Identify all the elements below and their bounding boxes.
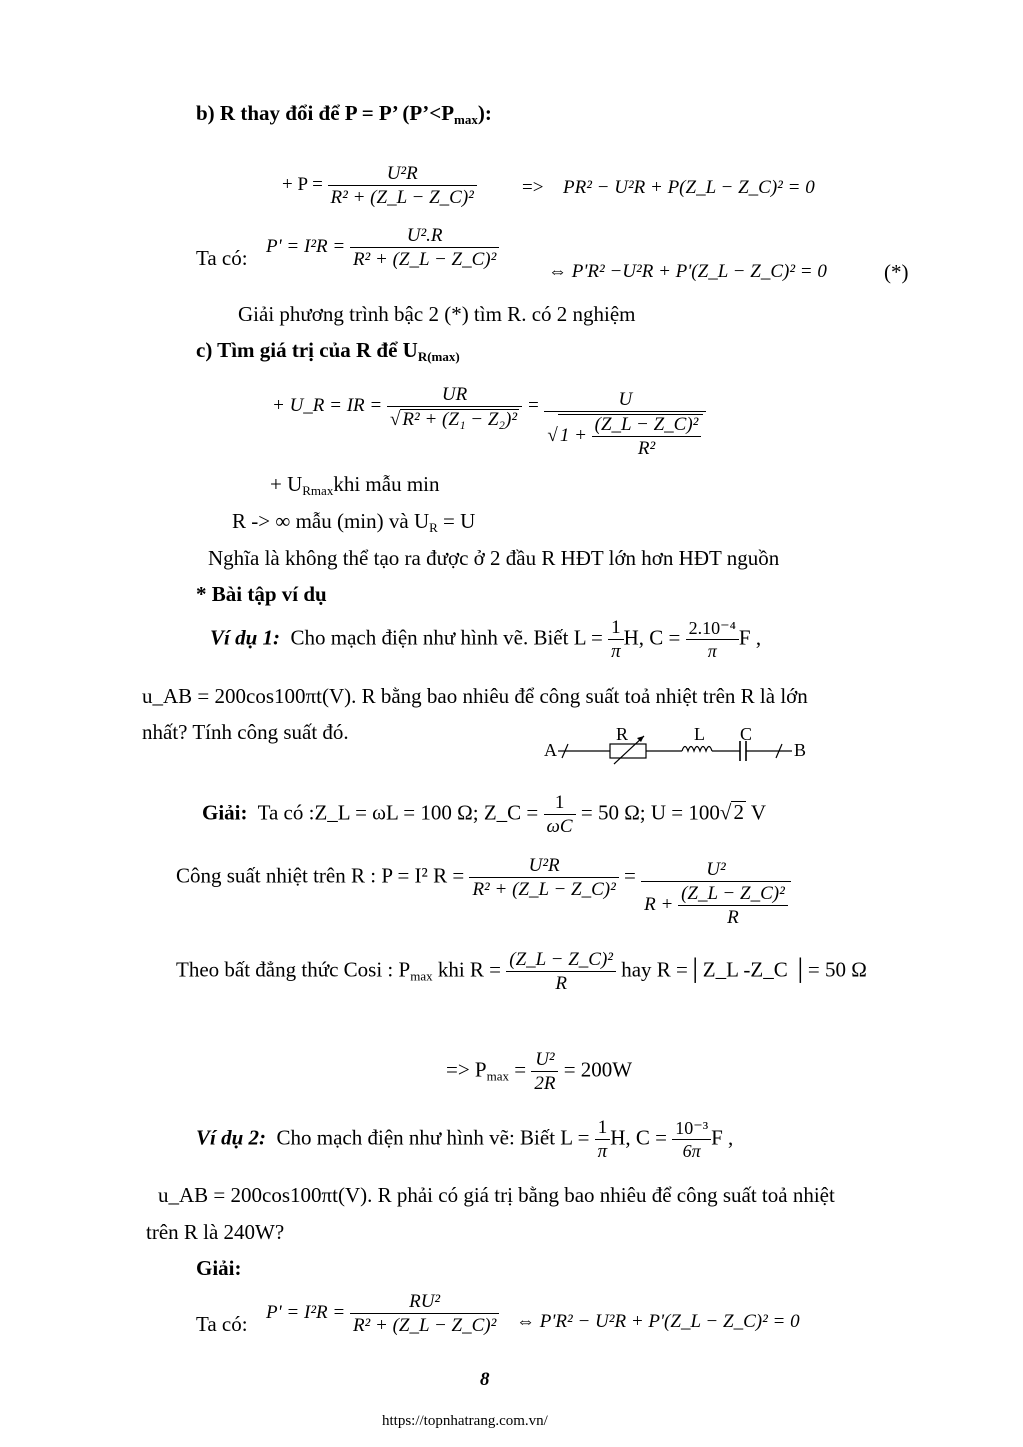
inductor-coil [682,747,712,752]
equation-power: + P = $\frac{\text{U²R}}{\text{R² + (Z\_L − Z\_C)²}}$ [282,164,477,207]
note-meaning: Nghĩa là không thể tạo ra được ở 2 đầu R HĐT lớn hơn HĐT nguồn [208,546,780,570]
example-1-line2: u_AB = 200cos100πt(V). R bằng bao nhiêu để công suất toả nhiệt trên R là lớn [142,684,808,708]
node-a-label: A [544,740,557,760]
equation-tag: (*) [884,260,909,284]
example-2-statement: Ví dụ 2: Cho mạch điện như hình vẽ: Biết L = $\frac{1}{\pi}$ H, C = $\frac{\text{10⁻³}}{6\pi}$ F , [196,1117,734,1162]
examples-heading: * Bài tập ví dụ [196,582,327,606]
equation-ur: + U_R = IR = $\frac{UR}{\text{√ R² + (Z₁ − Z₂)²}}$ = U √ 1 + $\frac{\text{(Z\_L − Z\_C)²}}{\text{R²}}$ [272,385,706,458]
example-1-line3: nhất? Tính công suất đó. [142,720,349,744]
resistor-label: R [616,724,629,744]
example-1-power: Công suất nhiệt trên R : P = I² R = $\frac{\text{U²R}}{\text{R² + (Z\_L − Z\_C)²}}$ = U² R + $\frac{\text{(Z\_L − Z\_C)²}}{R}$ [176,856,791,927]
section-c-heading: c) Tìm giá trị của R để $U_{R(max)}$ [196,338,460,364]
capacitor-label: C [740,724,753,744]
example-1-pmax: => $P_{max}$ = $\frac{\text{U²}}{2R}$ = 200W [446,1049,633,1094]
node-b-label: B [794,740,807,760]
example-2-equation: P' = I²R = $\frac{\text{RU²}}{\text{R² + (Z\_L − Z\_C)²}}$ [266,1292,499,1335]
example-2-line3: trên R là 240W? [146,1220,285,1244]
footer-url[interactable]: https://topnhatrang.com.vn/ [382,1413,548,1429]
example-2-equation-rhs: ⇔ P'R² − U²R + P'(Z_L − Z_C)² = 0 [516,1311,800,1332]
solve-text: Giải phương trình bậc 2 (*) tìm R. có 2 nghiệm [238,302,636,326]
example-1-cosi: Theo bất đẳng thức Cosi : $P_{max}$ khi R = $\frac{\text{(Z\_L − Z\_C)²}}{R}$ hay R =│Z_L -Z_C │= 50 Ω [176,949,867,994]
example-2-line2: u_AB = 200cos100πt(V). R phải có giá trị bằng bao nhiêu để công suất toả nhiệt [158,1183,835,1207]
ta-co-label-2: Ta có: [196,1312,248,1336]
equation-quadratic: PR² − U²R + P(Z_L − Z_C)² = 0 [563,177,815,198]
implies-arrow: => [522,177,544,198]
example-2-solution-label: Giải: [196,1256,242,1280]
example-1-solution-line1: Giải: Ta có :Z_L = ωL = 100 Ω; Z_C = $\frac{1}{\omega C}$ = 50 Ω; U = 100√2 V [202,792,766,837]
example-1-statement: Ví dụ 1: Cho mạch điện như hình vẽ. Biết L = $\frac{1}{\pi}$ H, C = $\frac{\text{2.10⁻⁴}}{\pi}$ F , [210,617,762,662]
section-b-heading: b) R thay đổi để P = P’ $(P’<P_{max})$: [196,101,492,127]
page-number: 8 [480,1369,490,1390]
note-r-infinity: R -> ∞ mẫu (min) và $U_R = U$ [232,509,476,535]
equation-p-prime: P' = I²R = $\frac{\text{U².R}}{\text{R² + (Z\_L − Z\_C)²}}$ [266,226,499,269]
ta-co-label: Ta có: [196,246,248,270]
inductor-label: L [694,724,705,744]
circuit-diagram [540,724,840,774]
note-urmax: + $U_{Rmax}khi$ mẫu min [270,472,440,498]
equation-star: ⇔ P'R² −U²R + P'(Z_L − Z_C)² = 0 [548,261,827,282]
